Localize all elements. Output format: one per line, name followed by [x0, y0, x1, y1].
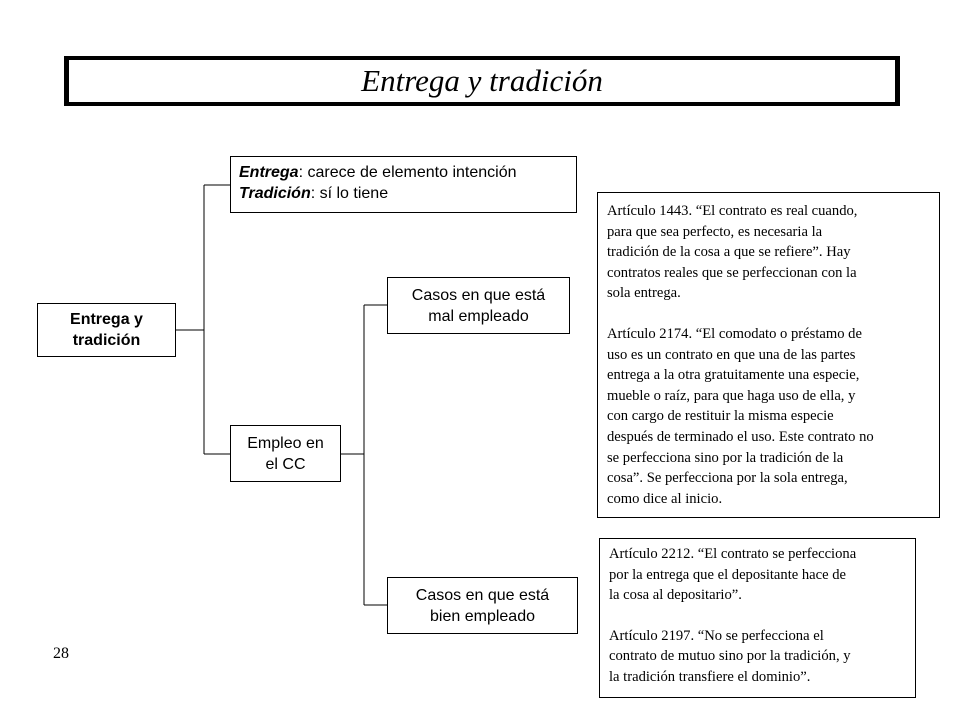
mal-empleado-line2: mal empleado: [428, 307, 529, 325]
note-line: por la entrega que el depositante hace de: [609, 566, 847, 583]
root-node-line1: Entrega y: [70, 311, 143, 328]
bien-empleado-node: [387, 577, 578, 634]
note-line: la tradición transfiere el dominio”.: [609, 668, 811, 685]
note-line: uso es un contrato en que una de las partes: [607, 346, 856, 363]
note-line: Artículo 1443. “El contrato es real cuando,: [607, 203, 858, 219]
tradicion-definition: [239, 183, 576, 204]
note-article-2212: [609, 544, 909, 606]
empleo-line2: el CC: [265, 455, 306, 473]
note-article-2197: [609, 626, 909, 688]
note-line: sola entrega.: [607, 285, 681, 302]
note-line: Artículo 2212. “El contrato se perfecciona: [609, 546, 857, 562]
bien-empleado-line2: bien empleado: [430, 607, 535, 625]
definitions-node: [230, 156, 577, 213]
note-line: como dice al inicio.: [607, 490, 723, 507]
page-title: Entrega y tradición: [361, 63, 603, 98]
note-line: la cosa al depositario”.: [609, 587, 742, 604]
note-line: cosa”. Se perfecciona por la sola entrega,: [607, 470, 848, 487]
note-line: Artículo 2197. “No se perfecciona el: [609, 627, 824, 644]
note-line: se perfecciona sino por la tradición de la: [607, 449, 844, 466]
note-line: entrega a la otra gratuitamente una especie,: [607, 367, 860, 384]
page-number: 28: [53, 645, 69, 662]
note-line: contratos reales que se perfeccionan con la: [607, 264, 857, 281]
note-bien-empleado: [599, 538, 916, 698]
bien-empleado-line1: Casos en que está: [415, 586, 550, 604]
tradicion-term: Tradición: [239, 185, 311, 202]
note-line: Artículo 2174. “El comodato o préstamo de: [607, 325, 862, 342]
empleo-node: [230, 425, 341, 482]
note-line: contrato de mutuo sino por la tradición, y: [609, 648, 851, 665]
note-line: después de terminado el uso. Este contrato no: [607, 428, 874, 445]
mal-empleado-node: [387, 277, 570, 334]
root-node-line2: tradición: [72, 332, 141, 349]
empleo-line1: Empleo en: [247, 434, 324, 452]
note-line: con cargo de restituir la misma especie: [607, 408, 834, 425]
note-line: tradición de la cosa a que se refiere”. Hay: [607, 244, 851, 261]
entrega-definition: [239, 162, 576, 183]
note-line: para que sea perfecto, es necesaria la: [607, 223, 823, 240]
entrega-text: : carece de elemento intención: [298, 164, 517, 181]
mal-empleado-line1: Casos en que está: [411, 286, 546, 304]
root-node: [37, 303, 176, 357]
title-banner: [64, 56, 900, 106]
entrega-term: Entrega: [239, 164, 299, 181]
tradicion-text: : sí lo tiene: [310, 185, 389, 202]
note-mal-empleado: [597, 192, 940, 518]
note-line: mueble o raíz, para que haga uso de ella, y: [607, 387, 856, 404]
note-article-2174: [607, 324, 933, 509]
note-article-1443: [607, 201, 933, 304]
